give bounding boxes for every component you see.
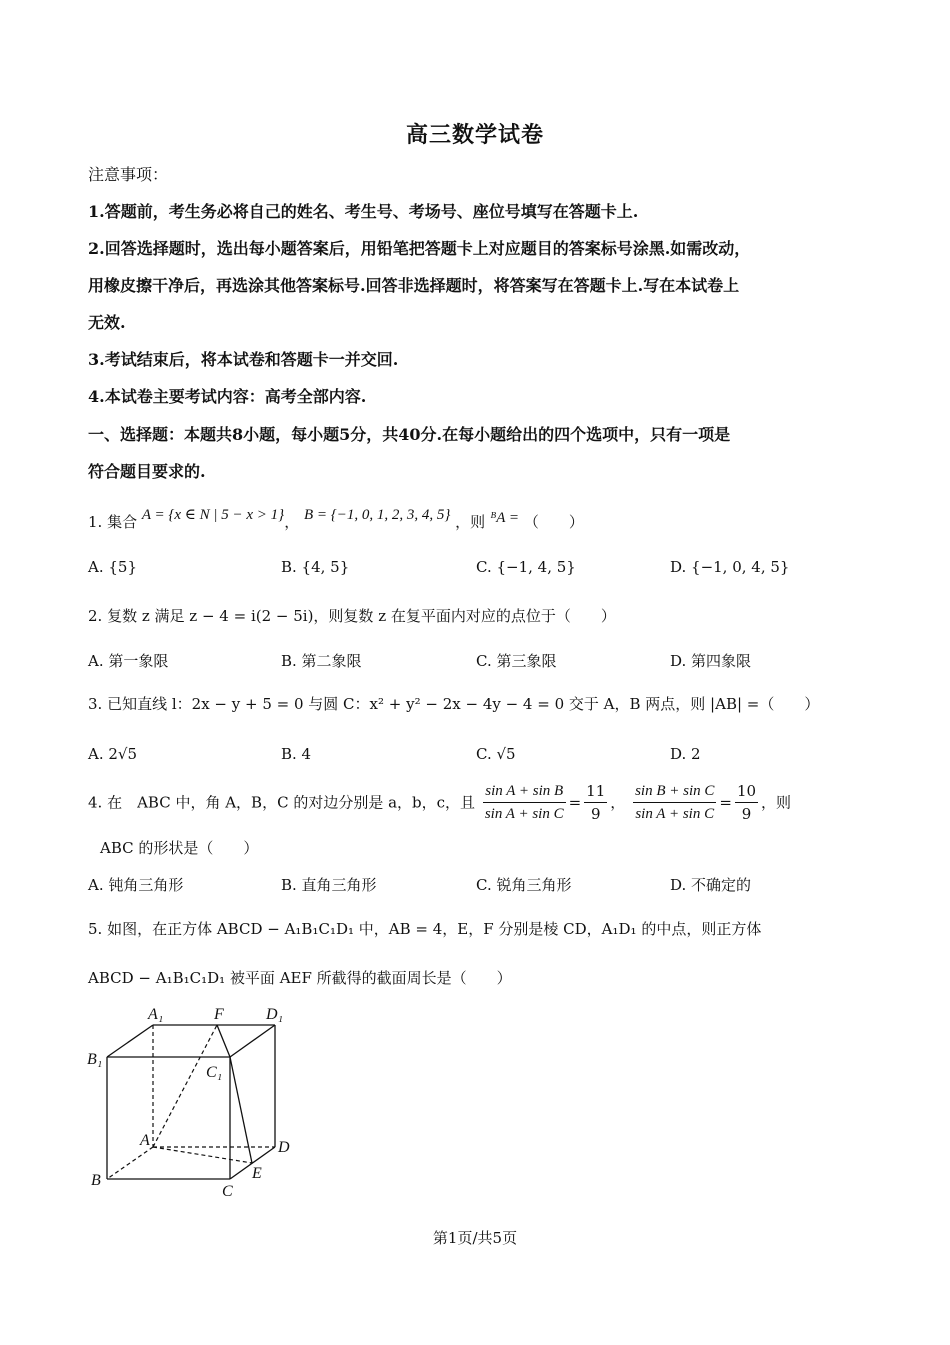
q4-stem-c: ABC 的形状是（ ）: [100, 839, 259, 857]
q1-expr: ᴮA =: [489, 510, 520, 526]
hidden-a-b: [107, 1147, 153, 1179]
page-footer: 第1页/共5页: [432, 1229, 518, 1247]
q2-option-b: B. 第二象限: [281, 652, 362, 670]
hidden-a-e: [153, 1147, 252, 1163]
note-1: 1.答题前，考生务必将自己的姓名、考生号、考场号、座位号填写在答题卡上.: [88, 202, 639, 221]
question-4: [88, 780, 791, 828]
q4-value-2: [735, 780, 758, 825]
q4-val2-den: 9: [741, 805, 752, 823]
q4-frac2-num: sin B + sin C: [633, 780, 716, 803]
q2-option-a: A. 第一象限: [88, 652, 169, 670]
q2-option-c: C. 第三象限: [476, 652, 557, 670]
question-2: 2. 复数 z 满足 z − 4 = i(2 − 5i)，则复数 z 在复平面内对应的点位于（ ）: [88, 607, 616, 625]
q1-stem-b: ，则: [455, 513, 486, 531]
note-3: 3.考试结束后，将本试卷和答题卡一并交回.: [88, 350, 399, 369]
q4-fraction-2: [633, 780, 716, 825]
label-b: B: [91, 1172, 101, 1189]
q3-option-a: A. 2√5: [88, 745, 138, 763]
question-1: 1. 集合 A = {x ∈ N | 5 − x > 1}， B = {−1, 0, 1, 2, 3, 4, 5} ，则 ᴮA = （ ）: [88, 507, 584, 531]
question-5-cont: ABCD − A₁B₁C₁D₁ 被平面 AEF 所截得的截面周长是（ ）: [88, 969, 512, 987]
q4-fraction-1: [483, 780, 566, 825]
note-2: 2.回答选择题时，选出每小题答案后，用铅笔把答题卡上对应题目的答案标号涂黑.如需改动，: [88, 239, 751, 258]
q1-set-a: A = {x ∈ N | 5 − x > 1}: [141, 507, 285, 523]
section-heading: 一、选择题：本题共8小题，每小题5分，共40分.在每小题给出的四个选项中，只有一项是: [88, 425, 731, 444]
q3-option-c: C. √5: [476, 745, 516, 763]
edge-d1-c1: [230, 1025, 275, 1057]
q4-option-a: A. 钝角三角形: [88, 876, 184, 894]
q4-frac1-den: sin A + sin C: [484, 806, 564, 822]
q1-paren: （ ）: [523, 513, 584, 531]
question-3: 3. 已知直线 l：2x − y + 5 = 0 与圆 C：x² + y² − 2x − 4y − 4 = 0 交于 A，B 两点，则 |AB| =（ ）: [88, 695, 820, 713]
q1-option-c: C. {−1, 4, 5}: [476, 558, 576, 576]
q4-val1-den: 9: [590, 805, 601, 823]
edge-f-c1: [217, 1025, 230, 1057]
q4-frac1-num: sin A + sin B: [483, 780, 566, 803]
q4-option-d: D. 不确定的: [670, 876, 752, 894]
label-d: D: [278, 1139, 290, 1156]
q1-option-d: D. {−1, 0, 4, 5}: [670, 558, 790, 576]
q4-val1-num: 11: [584, 780, 607, 803]
label-f: F: [214, 1006, 224, 1023]
cube-figure: [80, 1000, 310, 1205]
notes-heading: 注意事项：: [88, 165, 169, 184]
q2-option-d: D. 第四象限: [670, 652, 752, 670]
label-c: C: [222, 1183, 233, 1200]
label-d1: D₁: [266, 1006, 284, 1023]
q1-option-b: B. {4, 5}: [281, 558, 350, 576]
label-b1: B₁: [87, 1051, 103, 1068]
section-heading-cont: 符合题目要求的.: [88, 462, 206, 481]
q1-stem: 1. 集合: [88, 513, 138, 531]
q4-eq-2: =: [719, 793, 732, 812]
label-e: E: [252, 1165, 262, 1182]
question-5: 5. 如图，在正方体 ABCD − A₁B₁C₁D₁ 中，AB = 4，E，F 分别是棱 CD，A₁D₁ 的中点，则正方体: [88, 920, 762, 938]
hidden-a-f: [153, 1025, 217, 1147]
q3-option-d: D. 2: [670, 745, 701, 763]
page-title: 高三数学试卷: [405, 122, 544, 148]
q4-eq-1: =: [568, 793, 582, 812]
edge-b1-a1: [107, 1025, 153, 1057]
q4-val2-num: 10: [735, 780, 758, 803]
q4-option-c: C. 锐角三角形: [476, 876, 572, 894]
note-2-end: 无效.: [88, 313, 126, 332]
q1-option-a: A. {5}: [88, 558, 137, 576]
q1-set-b: B = {−1, 0, 1, 2, 3, 4, 5}: [303, 507, 451, 523]
note-4: 4.本试卷主要考试内容：高考全部内容.: [88, 387, 367, 406]
note-2-cont: 用橡皮擦干净后，再选涂其他答案标号.回答非选择题时，将答案写在答题卡上.写在本试卷上: [88, 276, 740, 295]
q4-stem: 4. 在 ABC 中，角 A，B，C 的对边分别是 a，b，c，且: [88, 793, 476, 812]
q4-comma: ，: [610, 793, 626, 812]
q4-frac2-den: sin A + sin C: [635, 806, 715, 822]
q3-option-b: B. 4: [281, 745, 312, 763]
label-a1: A₁: [148, 1006, 164, 1023]
q4-option-b: B. 直角三角形: [281, 876, 377, 894]
label-c1: C₁: [206, 1064, 223, 1081]
label-a: A: [140, 1132, 150, 1149]
q4-stem-b: ，则: [761, 793, 792, 812]
q4-value-1: [584, 780, 607, 825]
